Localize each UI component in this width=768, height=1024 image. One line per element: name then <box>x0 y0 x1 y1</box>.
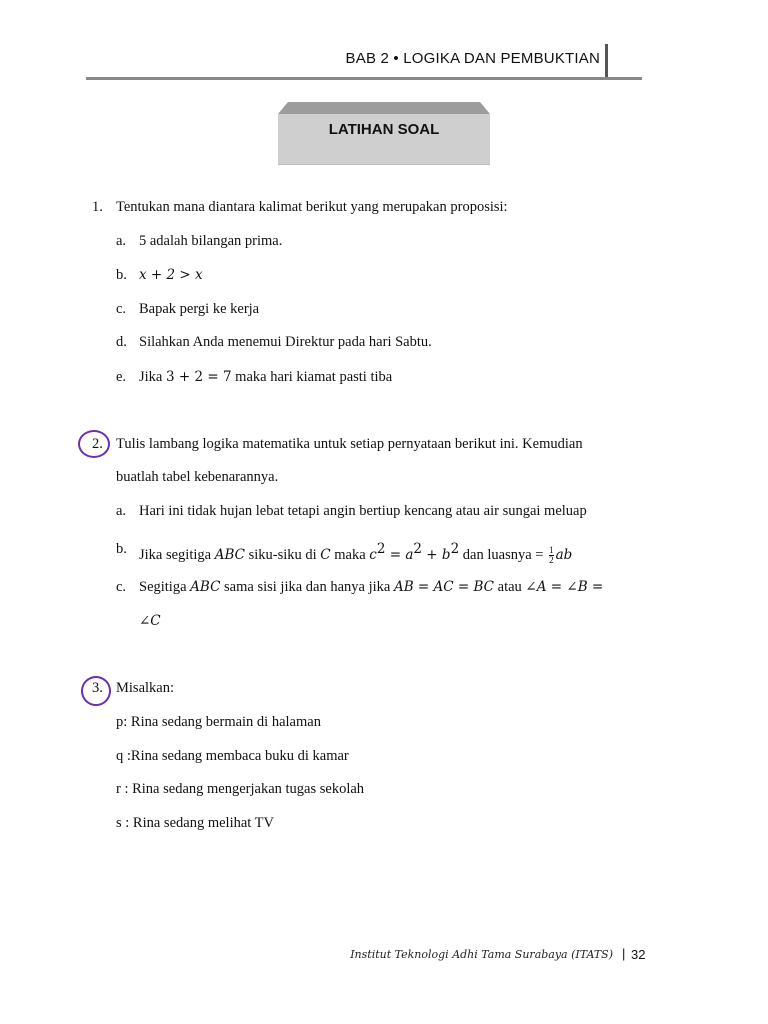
q3-p: p: Rina sedang bermain di halaman <box>116 714 321 730</box>
q1a-text: 5 adalah bilangan prima. <box>139 233 283 249</box>
q2c-t1: Segitiga <box>139 579 191 595</box>
chapter-title: BAB 2 • LOGIKA DAN PEMBUKTIAN <box>345 50 600 67</box>
q2b-m2: C <box>320 546 331 563</box>
q2c-t3: atau <box>494 579 526 595</box>
q2b-m10: 2 <box>450 541 460 557</box>
q2b-m6: a <box>405 546 414 563</box>
q2-text-line2: buatlah tabel kebenarannya. <box>116 469 279 485</box>
q2b-m4: 2 <box>376 541 386 557</box>
q1e-math: 3 + 2 = 7 <box>165 369 232 385</box>
header-divider <box>605 44 608 78</box>
q1c-letter: c. <box>116 301 127 317</box>
q2b-frac-den: 2 <box>549 555 554 565</box>
q2c-letter: c. <box>116 579 127 595</box>
q2c-t2: sama sisi jika dan hanya jika <box>220 579 394 595</box>
q2b-t1: Jika segitiga <box>139 546 215 563</box>
q3-text: Misalkan: <box>116 680 174 696</box>
q3-q: q :Rina sedang membaca buku di kamar <box>116 748 349 764</box>
q2b-m3: c <box>369 546 377 563</box>
q2b-line <box>139 540 572 565</box>
q2b-t2: siku-siku di <box>244 546 321 563</box>
q2b-m7: 2 <box>413 541 423 557</box>
q2c-m1: ABC <box>190 579 221 595</box>
q1e-pre: Jika <box>139 369 166 385</box>
section-banner <box>278 102 490 164</box>
q1-text: Tentukan mana diantara kalimat berikut yang merupakan proposisi: <box>116 199 508 215</box>
q2-number: 2. <box>92 436 103 452</box>
q1e-line <box>139 368 392 386</box>
banner-bevel <box>278 102 490 114</box>
q2c-m3: ∠A = ∠B = <box>525 579 604 595</box>
q2b-m8: + <box>422 546 442 563</box>
q1d-text: Silahkan Anda menemui Direktur pada hari Sabtu. <box>139 334 432 350</box>
q1a-letter: a. <box>116 233 127 249</box>
page-header <box>86 44 642 80</box>
q2b-t4: dan luasnya = <box>459 546 548 563</box>
q3-number: 3. <box>92 680 103 696</box>
q1d-letter: d. <box>116 334 127 350</box>
q2-text-line1: Tulis lambang logika matematika untuk setiap pernyataan berikut ini. Kemudian <box>116 436 583 452</box>
q1e-letter: e. <box>116 369 127 385</box>
footer-separator: | <box>622 946 626 961</box>
header-rule <box>86 77 642 80</box>
page-number: 32 <box>631 947 646 962</box>
q2c-m4: ∠C <box>139 613 161 629</box>
q2b-fraction <box>549 546 554 565</box>
q2b-m1: ABC <box>214 546 245 563</box>
q2b-letter: b. <box>116 541 127 557</box>
q1-number: 1. <box>92 199 103 215</box>
q2c-line <box>139 578 603 596</box>
q2b-m5: = <box>385 546 406 563</box>
q2b-t3: maka <box>330 546 370 563</box>
q1b-letter: b. <box>116 267 127 283</box>
footer-institution: Institut Teknologi Adhi Tama Surabaya (ITATS) <box>350 948 613 961</box>
q1b-math: x + 2 > x <box>139 267 203 283</box>
q2c-m2: AB = AC = BC <box>393 579 495 595</box>
q2b-frac-num: 1 <box>549 545 554 555</box>
q2b-m9: b <box>441 546 451 563</box>
q1c-text: Bapak pergi ke kerja <box>139 301 260 317</box>
q1e-post: maka hari kiamat pasti tiba <box>231 369 393 385</box>
q2b-m11: ab <box>555 546 573 563</box>
q3-r: r : Rina sedang mengerjakan tugas sekolah <box>116 781 365 797</box>
q2a-text: Hari ini tidak hujan lebat tetapi angin bertiup kencang atau air sungai meluap <box>139 503 587 519</box>
q3-s: s : Rina sedang melihat TV <box>116 815 274 831</box>
section-title: LATIHAN SOAL <box>328 121 440 138</box>
q2a-letter: a. <box>116 503 127 519</box>
